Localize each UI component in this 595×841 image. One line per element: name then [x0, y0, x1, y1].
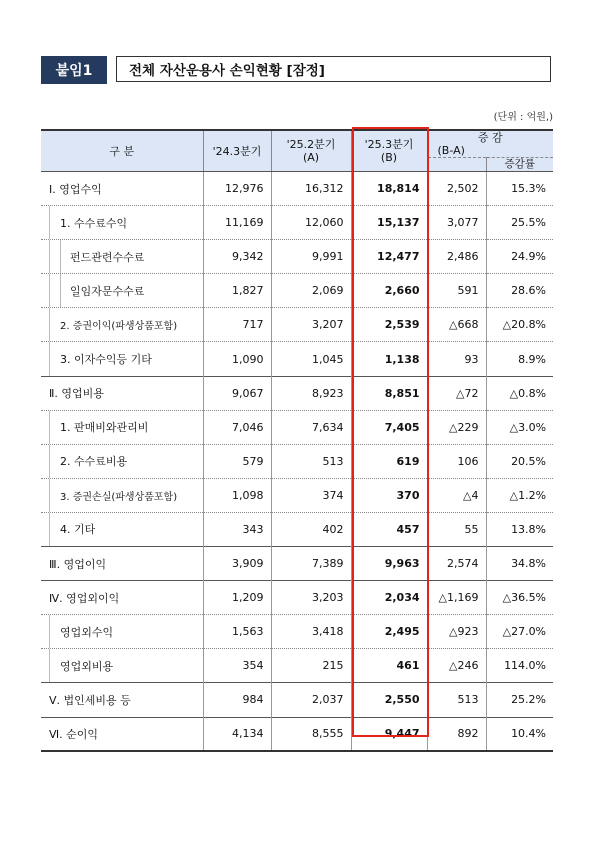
value-2025q2: 3,418	[271, 615, 351, 649]
value-change-rate: 25.5%	[486, 206, 553, 240]
table-row	[41, 683, 553, 717]
value-2025q2: 3,203	[271, 581, 351, 615]
table-row	[41, 444, 553, 478]
value-2024q3: 1,209	[203, 581, 271, 615]
value-change-rate: △20.8%	[486, 308, 553, 342]
row-label: 3. 이자수익등 기타	[60, 353, 152, 367]
value-change: 2,574	[427, 547, 486, 581]
value-change-rate: △1.2%	[486, 478, 553, 512]
value-2025q2: 12,060	[271, 206, 351, 240]
row-label: Ⅳ. 영업외이익	[49, 591, 120, 605]
indent-guide	[49, 274, 50, 307]
table-row	[41, 274, 553, 308]
row-label: 펀드관련수수료	[70, 250, 145, 264]
col-header-2025q2	[271, 130, 351, 172]
row-label: 영업외비용	[60, 659, 114, 673]
row-label-cell	[41, 206, 203, 240]
value-2025q2: 3,207	[271, 308, 351, 342]
col-header-2024q3: '24.3분기	[203, 130, 271, 172]
value-2024q3: 1,098	[203, 478, 271, 512]
col-header-rate: 증감률	[486, 158, 553, 172]
col-header-change-sub: (B-A)	[437, 144, 465, 157]
value-2025q2: 2,069	[271, 274, 351, 308]
value-change-rate: 34.8%	[486, 547, 553, 581]
value-change: △246	[427, 649, 486, 683]
value-change-rate: 15.3%	[486, 172, 553, 206]
col-header-2025q3-label: '25.3분기	[364, 138, 414, 151]
value-2024q3: 9,067	[203, 376, 271, 410]
value-2024q3: 1,090	[203, 342, 271, 376]
indent-guide	[49, 206, 50, 239]
value-change: 106	[427, 444, 486, 478]
value-change-rate: △0.8%	[486, 376, 553, 410]
attachment-badge: 붙임1	[41, 56, 107, 84]
indent-guide	[49, 479, 50, 512]
value-2025q2: 16,312	[271, 172, 351, 206]
col-header-item: 구 분	[41, 130, 203, 172]
table-row	[41, 308, 553, 342]
indent-guide	[49, 342, 50, 375]
row-label-cell	[41, 444, 203, 478]
value-2025q3: 457	[351, 512, 427, 546]
value-2025q3: 15,137	[351, 206, 427, 240]
value-change: 2,486	[427, 240, 486, 274]
value-change-rate: 20.5%	[486, 444, 553, 478]
value-2025q2: 1,045	[271, 342, 351, 376]
value-2024q3: 984	[203, 683, 271, 717]
value-change: △1,169	[427, 581, 486, 615]
value-2024q3: 4,134	[203, 717, 271, 751]
table-row	[41, 615, 553, 649]
value-change: △72	[427, 376, 486, 410]
row-label-cell	[41, 240, 203, 274]
value-change-rate: 13.8%	[486, 512, 553, 546]
value-change: 3,077	[427, 206, 486, 240]
value-change: △229	[427, 410, 486, 444]
value-2025q3: 2,550	[351, 683, 427, 717]
row-label-cell	[41, 649, 203, 683]
table-row	[41, 547, 553, 581]
col-header-2025q2-sub: (A)	[302, 151, 320, 164]
value-change-rate: 8.9%	[486, 342, 553, 376]
indent-guide	[49, 445, 50, 478]
table-row	[41, 717, 553, 751]
value-change: 55	[427, 512, 486, 546]
value-change: 93	[427, 342, 486, 376]
indent-guide	[60, 240, 61, 273]
indent-guide	[49, 649, 50, 682]
value-2025q3: 18,814	[351, 172, 427, 206]
row-label: 1. 판매비와관리비	[60, 421, 149, 435]
col-header-2025q3	[351, 130, 427, 172]
value-2025q2: 8,555	[271, 717, 351, 751]
value-2025q3: 619	[351, 444, 427, 478]
value-2025q3: 2,495	[351, 615, 427, 649]
value-2024q3: 7,046	[203, 410, 271, 444]
row-label-cell	[41, 717, 203, 751]
value-change: △923	[427, 615, 486, 649]
value-2024q3: 1,563	[203, 615, 271, 649]
row-label-cell	[41, 478, 203, 512]
row-label: 3. 증권손실(파생상품포함)	[60, 491, 178, 503]
value-2024q3: 9,342	[203, 240, 271, 274]
income-statement-table	[41, 129, 553, 752]
value-2025q2: 374	[271, 478, 351, 512]
report-title: 전체 자산운용사 손익현황 [잠정]	[116, 56, 551, 82]
value-2025q3: 370	[351, 478, 427, 512]
value-2025q3: 7,405	[351, 410, 427, 444]
indent-guide	[49, 308, 50, 341]
col-header-change-spacer	[427, 158, 486, 172]
table-row	[41, 342, 553, 376]
value-2024q3: 579	[203, 444, 271, 478]
row-label: 2. 수수료비용	[60, 455, 128, 469]
value-2024q3: 354	[203, 649, 271, 683]
indent-guide	[49, 513, 50, 546]
value-2025q3: 9,447	[351, 717, 427, 751]
value-2024q3: 11,169	[203, 206, 271, 240]
table-row	[41, 581, 553, 615]
value-2025q2: 7,389	[271, 547, 351, 581]
table-row	[41, 512, 553, 546]
table-row	[41, 376, 553, 410]
table-row	[41, 649, 553, 683]
row-label: 1. 수수료수익	[60, 216, 128, 230]
table-row	[41, 172, 553, 206]
col-header-2025q2-label: '25.2분기	[286, 138, 336, 151]
value-2025q2: 402	[271, 512, 351, 546]
value-2025q3: 2,034	[351, 581, 427, 615]
table-row	[41, 240, 553, 274]
indent-guide	[60, 274, 61, 307]
value-2024q3: 1,827	[203, 274, 271, 308]
value-2024q3: 343	[203, 512, 271, 546]
value-2024q3: 717	[203, 308, 271, 342]
col-header-2025q3-sub: (B)	[380, 151, 398, 164]
value-change-rate: 25.2%	[486, 683, 553, 717]
unit-note: (단위 : 억원,)	[493, 112, 553, 123]
row-label-cell	[41, 581, 203, 615]
row-label: Ⅱ. 영업비용	[49, 387, 104, 401]
row-label: Ⅰ. 영업수익	[49, 182, 102, 196]
value-2025q3: 1,138	[351, 342, 427, 376]
value-2025q3: 2,660	[351, 274, 427, 308]
table-row	[41, 478, 553, 512]
value-2025q2: 2,037	[271, 683, 351, 717]
row-label-cell	[41, 683, 203, 717]
value-2024q3: 12,976	[203, 172, 271, 206]
row-label: 영업외수익	[60, 625, 114, 639]
value-change: 892	[427, 717, 486, 751]
row-label: 2. 증권이익(파생상품포함)	[60, 321, 178, 333]
value-2025q3: 461	[351, 649, 427, 683]
value-2025q3: 2,539	[351, 308, 427, 342]
table-row	[41, 206, 553, 240]
row-label-cell	[41, 547, 203, 581]
indent-guide	[49, 615, 50, 648]
value-2024q3: 3,909	[203, 547, 271, 581]
value-change-rate: △3.0%	[486, 410, 553, 444]
value-change: 591	[427, 274, 486, 308]
row-label-cell	[41, 512, 203, 546]
value-change-rate: 10.4%	[486, 717, 553, 751]
row-label-cell	[41, 274, 203, 308]
value-2025q2: 513	[271, 444, 351, 478]
value-2025q2: 7,634	[271, 410, 351, 444]
table-row	[41, 410, 553, 444]
row-label-cell	[41, 308, 203, 342]
value-change: △4	[427, 478, 486, 512]
col-header-change-label: 증 감	[477, 131, 503, 144]
value-change-rate: 114.0%	[486, 649, 553, 683]
indent-guide	[49, 240, 50, 273]
row-label: 4. 기타	[60, 523, 96, 537]
value-change-rate: 28.6%	[486, 274, 553, 308]
value-2025q3: 8,851	[351, 376, 427, 410]
row-label-cell	[41, 342, 203, 376]
value-2025q2: 215	[271, 649, 351, 683]
value-2025q3: 9,963	[351, 547, 427, 581]
value-2025q2: 9,991	[271, 240, 351, 274]
value-2025q2: 8,923	[271, 376, 351, 410]
row-label: 일임자문수수료	[70, 284, 145, 298]
row-label: Ⅴ. 법인세비용 등	[49, 693, 131, 707]
value-2025q3: 12,477	[351, 240, 427, 274]
value-change: 2,502	[427, 172, 486, 206]
value-change: △668	[427, 308, 486, 342]
value-change-rate: △27.0%	[486, 615, 553, 649]
row-label: Ⅲ. 영업이익	[49, 557, 107, 571]
report-header	[41, 56, 553, 84]
value-change-rate: 24.9%	[486, 240, 553, 274]
row-label-cell	[41, 410, 203, 444]
row-label-cell	[41, 615, 203, 649]
row-label-cell	[41, 376, 203, 410]
value-change: 513	[427, 683, 486, 717]
row-label-cell	[41, 172, 203, 206]
col-header-change	[427, 130, 553, 158]
indent-guide	[49, 411, 50, 444]
table-header	[41, 130, 553, 172]
value-change-rate: △36.5%	[486, 581, 553, 615]
table-body	[41, 172, 553, 752]
row-label: Ⅵ. 순이익	[49, 727, 99, 741]
